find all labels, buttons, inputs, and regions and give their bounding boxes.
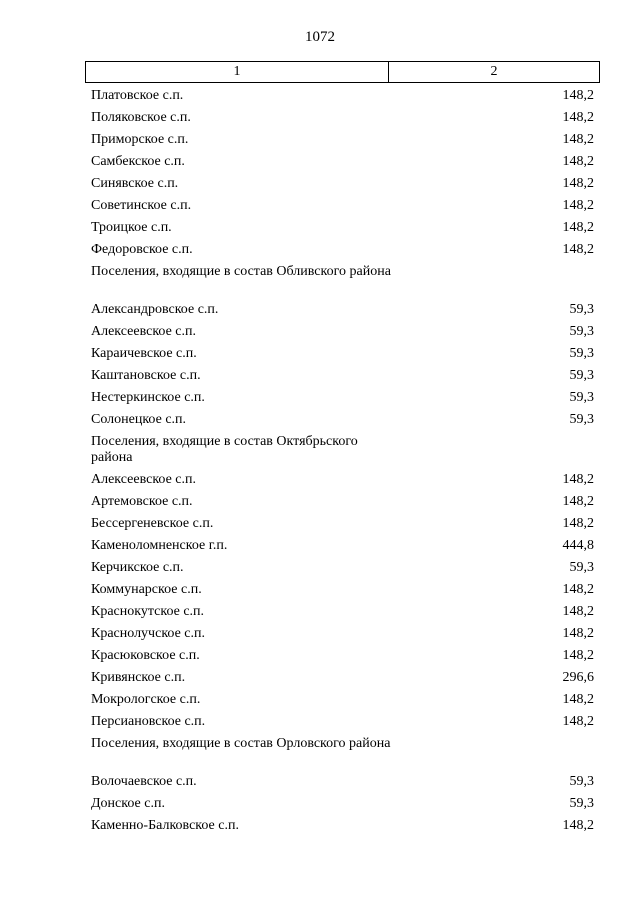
table-row xyxy=(91,108,594,130)
settlement-name: Алексеевское с.п. xyxy=(91,472,196,487)
settlement-value: 148,2 xyxy=(562,818,594,833)
settlement-value: 148,2 xyxy=(562,648,594,663)
settlement-value: 148,2 xyxy=(562,88,594,103)
settlement-name: Кривянское с.п. xyxy=(91,670,186,685)
table-row xyxy=(91,602,594,624)
settlement-value: 59,3 xyxy=(569,796,594,811)
table-row xyxy=(91,218,594,240)
settlement-name: Краснокутское с.п. xyxy=(91,604,205,619)
table-row xyxy=(91,558,594,580)
settlement-name: Троицкое с.п. xyxy=(91,220,172,235)
table-row xyxy=(91,366,594,388)
settlement-value: 59,3 xyxy=(569,774,594,789)
table-row xyxy=(91,690,594,712)
settlement-name: Донское с.п. xyxy=(91,796,165,811)
table-row xyxy=(91,580,594,602)
table-row xyxy=(91,772,594,794)
settlement-value: 148,2 xyxy=(562,110,594,125)
column-header-2: 2 xyxy=(490,64,498,79)
settlement-value: 148,2 xyxy=(562,220,594,235)
settlement-name: Краснолучское с.п. xyxy=(91,626,205,641)
settlement-value: 148,2 xyxy=(562,692,594,707)
settlement-value: 148,2 xyxy=(562,494,594,509)
settlement-value: 148,2 xyxy=(562,604,594,619)
table-row xyxy=(91,300,594,322)
settlement-value: 296,6 xyxy=(562,670,594,685)
group-heading: Поселения, входящие в состав Октябрьского района xyxy=(91,434,358,465)
settlement-name: Каштановское с.п. xyxy=(91,368,201,383)
settlement-name: Коммунарское с.п. xyxy=(91,582,202,597)
settlement-value: 148,2 xyxy=(562,132,594,147)
settlement-name: Солонецкое с.п. xyxy=(91,412,187,427)
table-row xyxy=(91,130,594,152)
settlement-name: Бессергеневское с.п. xyxy=(91,516,214,531)
table-row xyxy=(91,152,594,174)
settlement-name: Самбекское с.п. xyxy=(91,154,185,169)
settlement-name: Федоровское с.п. xyxy=(91,242,193,257)
table-row xyxy=(91,196,594,218)
table-row xyxy=(91,322,594,344)
group-heading: Поселения, входящие в состав Обливского района xyxy=(91,264,391,279)
settlement-name: Волочаевское с.п. xyxy=(91,774,197,789)
table-row xyxy=(91,646,594,668)
table-row xyxy=(91,794,594,816)
settlement-value: 148,2 xyxy=(562,242,594,257)
table-row xyxy=(91,514,594,536)
settlement-value: 148,2 xyxy=(562,626,594,641)
settlement-name: Каменно-Балковское с.п. xyxy=(91,818,239,833)
table-row xyxy=(91,492,594,514)
settlement-name: Каменоломненское г.п. xyxy=(91,538,228,553)
settlement-value: 59,3 xyxy=(569,412,594,427)
settlement-name: Алексеевское с.п. xyxy=(91,324,196,339)
settlement-value: 148,2 xyxy=(562,714,594,729)
settlement-value: 59,3 xyxy=(569,390,594,405)
settlement-name: Поляковское с.п. xyxy=(91,110,191,125)
table-row xyxy=(91,174,594,196)
settlement-name: Персиановское с.п. xyxy=(91,714,206,729)
settlement-value: 59,3 xyxy=(569,368,594,383)
settlement-value: 148,2 xyxy=(562,516,594,531)
table-row xyxy=(91,712,594,734)
settlement-name: Красюковское с.п. xyxy=(91,648,200,663)
settlement-name: Керчикское с.п. xyxy=(91,560,184,575)
table-row xyxy=(91,470,594,492)
settlement-value: 444,8 xyxy=(562,538,594,553)
table-row xyxy=(91,668,594,690)
settlement-value: 148,2 xyxy=(562,176,594,191)
settlement-value: 59,3 xyxy=(569,346,594,361)
settlement-name: Артемовское с.п. xyxy=(91,494,193,509)
settlement-value: 148,2 xyxy=(562,472,594,487)
settlement-name: Синявское с.п. xyxy=(91,176,179,191)
table-header xyxy=(85,61,600,83)
table-row xyxy=(91,816,594,838)
column-header-1: 1 xyxy=(86,62,389,82)
table-row xyxy=(91,344,594,366)
settlement-name: Приморское с.п. xyxy=(91,132,189,147)
table-row xyxy=(91,624,594,646)
settlement-value: 59,3 xyxy=(569,324,594,339)
settlements-table-body xyxy=(91,86,594,838)
table-row xyxy=(91,536,594,558)
table-row xyxy=(91,86,594,108)
settlement-name: Нестеркинское с.п. xyxy=(91,390,205,405)
table-row xyxy=(91,410,594,432)
settlement-value: 59,3 xyxy=(569,302,594,317)
settlement-value: 148,2 xyxy=(562,198,594,213)
group-heading: Поселения, входящие в состав Орловского района xyxy=(91,736,391,751)
table-row xyxy=(91,240,594,262)
settlement-value: 148,2 xyxy=(562,582,594,597)
settlement-name: Советинское с.п. xyxy=(91,198,192,213)
settlement-name: Платовское с.п. xyxy=(91,88,184,103)
settlement-name: Мокрологское с.п. xyxy=(91,692,201,707)
settlement-name: Александровское с.п. xyxy=(91,302,219,317)
page-number: 1072 xyxy=(305,29,335,45)
settlement-value: 148,2 xyxy=(562,154,594,169)
table-row xyxy=(91,388,594,410)
settlement-value: 59,3 xyxy=(569,560,594,575)
settlement-name: Караичевское с.п. xyxy=(91,346,197,361)
